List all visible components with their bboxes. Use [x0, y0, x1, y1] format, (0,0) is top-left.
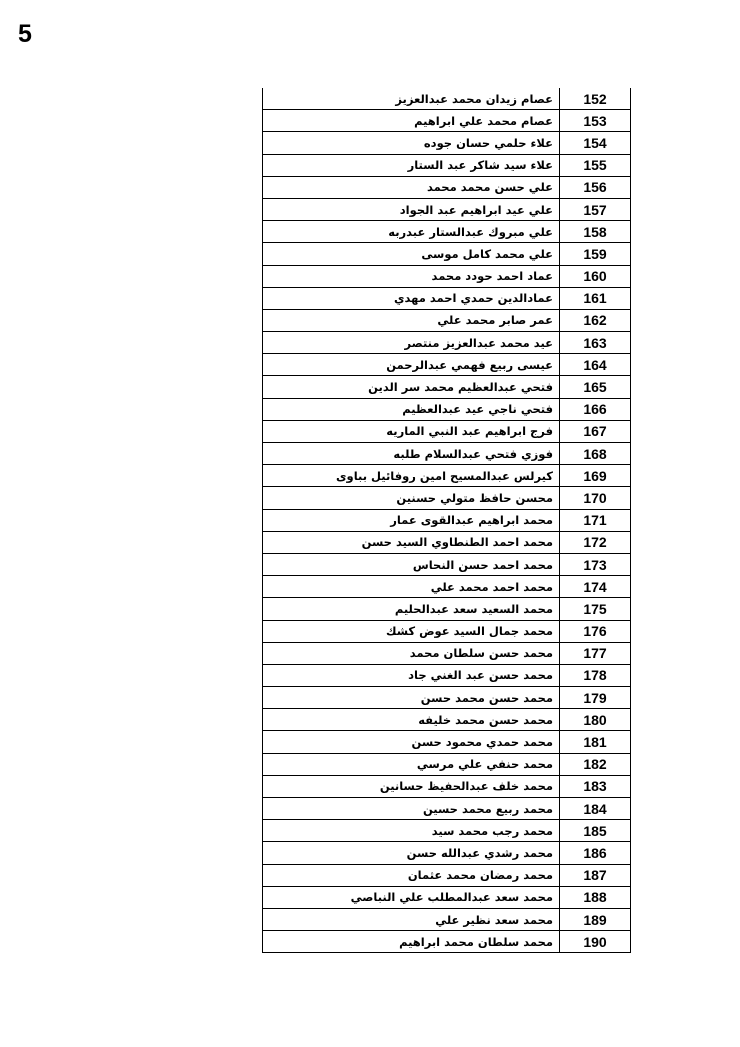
table-row [263, 376, 631, 398]
name-cell: محمد حمدي محمود حسن [263, 731, 560, 753]
table-row [263, 620, 631, 642]
names-table-body [263, 88, 631, 953]
number-cell: 177 [560, 642, 631, 664]
table-row [263, 664, 631, 686]
table-row [263, 309, 631, 331]
number-cell: 187 [560, 864, 631, 886]
table-row [263, 465, 631, 487]
number-cell: 188 [560, 886, 631, 908]
name-cell: محمد جمال السيد عوض كشك [263, 620, 560, 642]
number-cell: 167 [560, 420, 631, 442]
name-cell: محمد سعد عبدالمطلب علي النباصي [263, 886, 560, 908]
name-cell: فوزي فتحي عبدالسلام طلبه [263, 443, 560, 465]
name-cell: فتحي عبدالعظيم محمد سر الدين [263, 376, 560, 398]
table-row [263, 332, 631, 354]
name-cell: محمد حسن محمد حسن [263, 687, 560, 709]
number-cell: 169 [560, 465, 631, 487]
table-row [263, 443, 631, 465]
number-cell: 168 [560, 443, 631, 465]
number-cell: 179 [560, 687, 631, 709]
name-cell: محمد خلف عبدالحفيظ حسانين [263, 775, 560, 797]
number-cell: 162 [560, 309, 631, 331]
name-cell: عمادالدين حمدي احمد مهدي [263, 287, 560, 309]
table-row [263, 398, 631, 420]
table-row [263, 820, 631, 842]
number-cell: 184 [560, 798, 631, 820]
number-cell: 154 [560, 132, 631, 154]
number-cell: 158 [560, 221, 631, 243]
name-cell: محمد رشدي عبدالله حسن [263, 842, 560, 864]
table-row [263, 709, 631, 731]
number-cell: 183 [560, 775, 631, 797]
table-row [263, 598, 631, 620]
table-row [263, 908, 631, 930]
table-row [263, 731, 631, 753]
table-row [263, 642, 631, 664]
table-row [263, 509, 631, 531]
number-cell: 156 [560, 176, 631, 198]
number-cell: 189 [560, 908, 631, 930]
number-cell: 160 [560, 265, 631, 287]
number-cell: 181 [560, 731, 631, 753]
table-row [263, 842, 631, 864]
number-cell: 166 [560, 398, 631, 420]
name-cell: محمد رمضان محمد عثمان [263, 864, 560, 886]
number-cell: 185 [560, 820, 631, 842]
number-cell: 155 [560, 154, 631, 176]
number-cell: 190 [560, 931, 631, 953]
table-row [263, 886, 631, 908]
number-cell: 186 [560, 842, 631, 864]
number-cell: 161 [560, 287, 631, 309]
name-cell: عصام محمد علي ابراهيم [263, 110, 560, 132]
table-row [263, 110, 631, 132]
number-cell: 176 [560, 620, 631, 642]
name-cell: محمد ابراهيم عبدالقوى عمار [263, 509, 560, 531]
name-cell: محمد حسن سلطان محمد [263, 642, 560, 664]
table-row [263, 931, 631, 953]
name-cell: عماد احمد حودد محمد [263, 265, 560, 287]
name-cell: محمد حسن محمد خليفه [263, 709, 560, 731]
table-row [263, 88, 631, 110]
number-cell: 174 [560, 576, 631, 598]
name-cell: علي عيد ابراهيم عبد الجواد [263, 198, 560, 220]
table-row [263, 176, 631, 198]
table-row [263, 576, 631, 598]
name-cell: عيسى ربيع فهمي عبدالرحمن [263, 354, 560, 376]
name-cell: علاء سيد شاكر عبد الستار [263, 154, 560, 176]
name-cell: محسن حافظ متولي حسنين [263, 487, 560, 509]
number-cell: 164 [560, 354, 631, 376]
name-cell: عيد محمد عبدالعزيز منتصر [263, 332, 560, 354]
name-cell: فرج ابراهيم عبد النبي الماريه [263, 420, 560, 442]
number-cell: 171 [560, 509, 631, 531]
table-row [263, 487, 631, 509]
table-row [263, 132, 631, 154]
table-row [263, 420, 631, 442]
table-row [263, 864, 631, 886]
table-row [263, 687, 631, 709]
name-cell: علي محمد كامل موسى [263, 243, 560, 265]
name-cell: فتحي ناجي عيد عبدالعظيم [263, 398, 560, 420]
name-cell: علاء حلمي حسان جوده [263, 132, 560, 154]
number-cell: 153 [560, 110, 631, 132]
name-cell: كيرلس عبدالمسيح امين روفائيل بباوى [263, 465, 560, 487]
number-cell: 159 [560, 243, 631, 265]
page-number: 5 [18, 20, 32, 48]
table-row [263, 221, 631, 243]
table-row [263, 198, 631, 220]
number-cell: 152 [560, 88, 631, 110]
table-row [263, 354, 631, 376]
name-cell: علي حسن محمد محمد [263, 176, 560, 198]
table-row [263, 753, 631, 775]
name-cell: محمد احمد محمد علي [263, 576, 560, 598]
table-row [263, 287, 631, 309]
name-cell: محمد حسن عبد الغني جاد [263, 664, 560, 686]
number-cell: 182 [560, 753, 631, 775]
number-cell: 165 [560, 376, 631, 398]
name-cell: علي مبروك عبدالستار عبدربه [263, 221, 560, 243]
name-cell: محمد احمد الطنطاوي السيد حسن [263, 531, 560, 553]
table-row [263, 243, 631, 265]
number-cell: 178 [560, 664, 631, 686]
number-cell: 175 [560, 598, 631, 620]
table-row [263, 798, 631, 820]
name-cell: محمد ربيع محمد حسين [263, 798, 560, 820]
name-cell: محمد سلطان محمد ابراهيم [263, 931, 560, 953]
table-row [263, 265, 631, 287]
name-cell: عصام زيدان محمد عبدالعزيز [263, 88, 560, 110]
number-cell: 180 [560, 709, 631, 731]
number-cell: 172 [560, 531, 631, 553]
names-table [262, 88, 631, 953]
number-cell: 163 [560, 332, 631, 354]
table-row [263, 154, 631, 176]
table-row [263, 531, 631, 553]
number-cell: 170 [560, 487, 631, 509]
number-cell: 173 [560, 553, 631, 575]
name-cell: محمد احمد حسن النحاس [263, 553, 560, 575]
name-cell: محمد حنفي علي مرسي [263, 753, 560, 775]
name-cell: محمد رجب محمد سيد [263, 820, 560, 842]
name-cell: محمد السعيد سعد عبدالحليم [263, 598, 560, 620]
name-cell: محمد سعد نظير علي [263, 908, 560, 930]
table-row [263, 775, 631, 797]
name-cell: عمر صابر محمد علي [263, 309, 560, 331]
number-cell: 157 [560, 198, 631, 220]
table-row [263, 553, 631, 575]
